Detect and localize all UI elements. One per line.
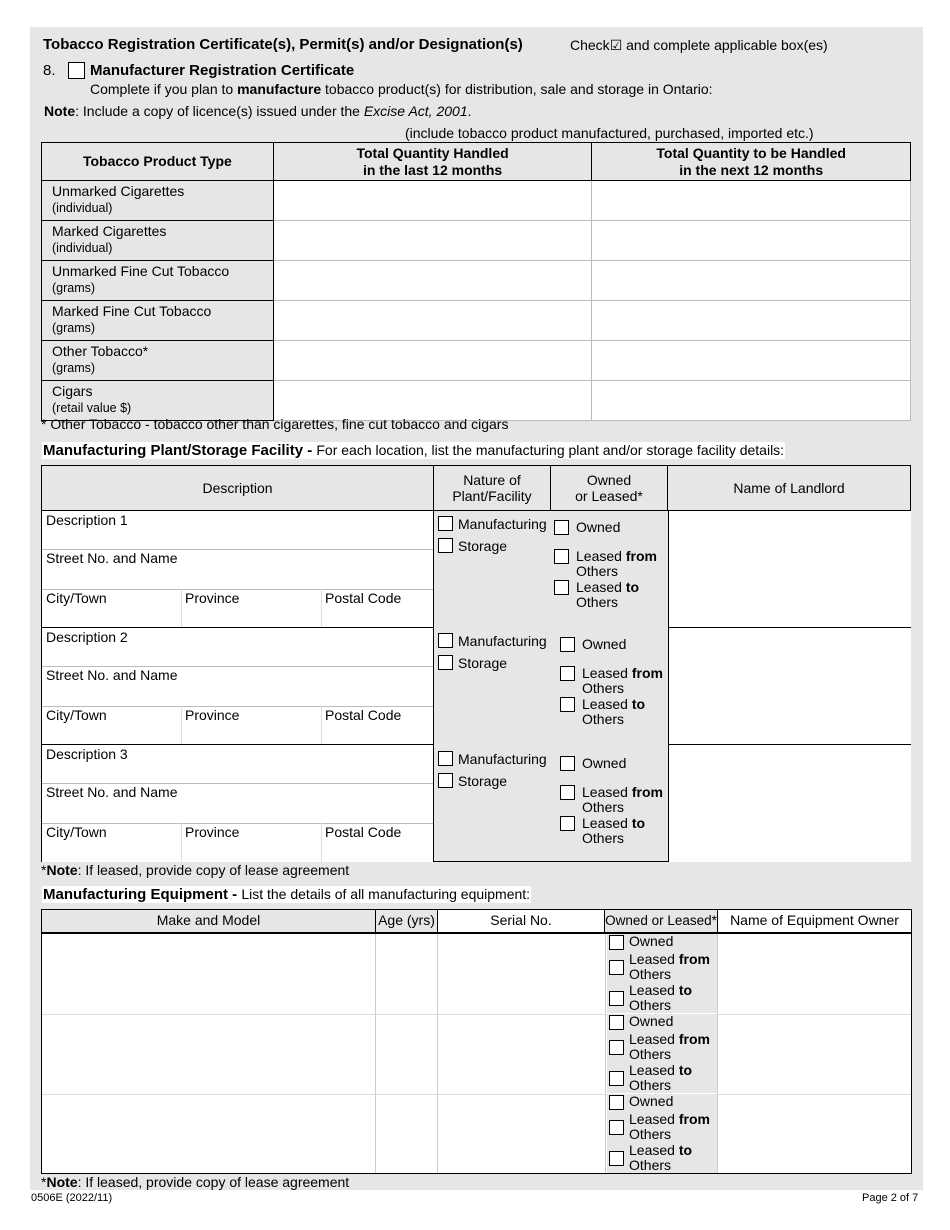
leased-label: Leased: [629, 982, 679, 998]
section-description-start: Complete if you plan to: [90, 81, 238, 97]
leased-label: Leased: [582, 696, 632, 712]
leased-label: Leased: [629, 1142, 679, 1158]
from-label: from: [625, 548, 657, 564]
product-unit: (retail value $): [52, 401, 132, 415]
product-name: Other Tobacco*: [52, 343, 149, 359]
description-field[interactable]: Description 3: [46, 746, 128, 762]
province-field[interactable]: Province: [185, 707, 240, 723]
equipment-title-rest: List the details of all manufacturing equipment:: [241, 886, 531, 902]
table-row: [42, 341, 911, 381]
col-age: Age (yrs): [376, 910, 438, 932]
landlord-input[interactable]: [668, 511, 911, 628]
quantity-last-input[interactable]: [273, 181, 592, 221]
equipment-ownership-3: [607, 1094, 717, 1173]
col-next-12-months: [592, 143, 911, 181]
form-number: 0506E (2022/11): [31, 1192, 113, 1204]
location-2: [42, 628, 433, 745]
others-label: Others: [629, 997, 672, 1013]
manufacturing-checkbox[interactable]: [438, 751, 453, 766]
storage-label: Storage: [458, 655, 508, 671]
product-name: Marked Fine Cut Tobacco: [52, 303, 212, 319]
equipment-table: [41, 909, 912, 1174]
note-text: : Include a copy of licence(s) issued under the: [75, 103, 364, 119]
location-1: [42, 511, 433, 628]
check-instruction-text: Check: [570, 37, 610, 53]
location-3: [42, 745, 433, 862]
storage-checkbox[interactable]: [438, 773, 453, 788]
owned-label: Owned: [582, 755, 627, 771]
note-asterisk: *: [41, 1174, 47, 1190]
equipment-title-bold: Manufacturing Equipment -: [43, 886, 242, 903]
section-title: Manufacturer Registration Certificate: [90, 62, 355, 79]
to-label: to: [631, 815, 646, 831]
nature-1: [434, 514, 551, 558]
note-label: Note: [44, 103, 76, 119]
table-row: [42, 221, 911, 261]
manufacturing-label: Manufacturing: [458, 751, 547, 767]
note-act: Excise Act, 2001: [363, 103, 468, 119]
postal-code-field[interactable]: Postal Code: [325, 824, 402, 840]
product-unit: (individual): [52, 201, 113, 215]
quantity-next-input[interactable]: [592, 261, 911, 301]
manufacturing-checkbox[interactable]: [438, 633, 453, 648]
from-label: from: [631, 784, 663, 800]
others-label: Others: [629, 1126, 672, 1142]
leased-label: Leased: [576, 579, 626, 595]
leased-from-checkbox[interactable]: [609, 1040, 624, 1055]
leased-label: Leased: [582, 784, 632, 800]
col-nature: [434, 466, 551, 510]
include-note: (include tobacco product manufactured, purchased, imported etc.): [405, 125, 814, 141]
city-field[interactable]: City/Town: [46, 590, 107, 606]
owned-checkbox[interactable]: [560, 637, 575, 652]
section-description: [90, 81, 713, 97]
col-description: Description: [42, 466, 434, 510]
check-instruction-rest: and complete applicable box(es): [622, 37, 828, 53]
note-end: .: [467, 103, 472, 119]
quantity-next-input[interactable]: [592, 301, 911, 341]
plant-title-rest: For each location, list the manufacturing plant and/or storage facility details:: [316, 442, 785, 458]
owned-label: Owned: [629, 1093, 674, 1109]
col-equipment-owner: Name of Equipment Owner: [718, 910, 911, 932]
others-label: Others: [582, 799, 625, 815]
col-next-line1: Total Quantity to be Handled: [656, 144, 846, 161]
others-label: Others: [582, 830, 625, 846]
other-tobacco-footnote: * Other Tobacco - tobacco other than cigarettes, fine cut tobacco and cigars: [41, 416, 509, 432]
tobacco-product-table: [41, 142, 911, 421]
owned-checkbox[interactable]: [609, 935, 624, 950]
check-instruction: [570, 37, 828, 54]
leased-label: Leased: [629, 1111, 679, 1127]
others-label: Others: [576, 563, 619, 579]
product-type-cell: [42, 381, 274, 421]
product-unit: (individual): [52, 241, 113, 255]
leased-label: Leased: [629, 1062, 679, 1078]
equipment-lease-note: [41, 1174, 349, 1190]
product-type-cell: [42, 221, 274, 261]
page-number: Page 2 of 7: [862, 1192, 919, 1204]
quantity-last-input[interactable]: [273, 301, 592, 341]
quantity-next-input[interactable]: [592, 341, 911, 381]
table-row: [42, 181, 911, 221]
others-label: Others: [629, 1046, 672, 1062]
leased-label: Leased: [582, 665, 632, 681]
col-nature-line2: Plant/Facility: [452, 488, 532, 504]
equipment-section-title: [42, 886, 531, 903]
col-make-model: Make and Model: [42, 910, 376, 932]
postal-code-field[interactable]: Postal Code: [325, 590, 402, 606]
street-field[interactable]: Street No. and Name: [46, 784, 178, 800]
col-next-line2: in the next 12 months: [679, 161, 824, 178]
leased-label: Leased: [582, 815, 632, 831]
col-owned-leased: Owned or Leased*: [605, 910, 718, 932]
province-field[interactable]: Province: [185, 590, 240, 606]
product-name: Cigars: [52, 383, 93, 399]
quantity-last-input[interactable]: [273, 261, 592, 301]
to-label: to: [678, 1062, 693, 1078]
col-last-line2: in the last 12 months: [362, 161, 503, 178]
leased-from-checkbox[interactable]: [609, 960, 624, 975]
note-text: : If leased, provide copy of lease agreement: [77, 1174, 350, 1190]
col-last-12-months: [273, 143, 592, 181]
leased-from-checkbox[interactable]: [554, 549, 569, 564]
leased-label: Leased: [629, 951, 679, 967]
city-field[interactable]: City/Town: [46, 824, 107, 840]
storage-label: Storage: [458, 773, 508, 789]
product-type-cell: [42, 181, 274, 221]
city-field[interactable]: City/Town: [46, 707, 107, 723]
product-unit: (grams): [52, 321, 96, 335]
others-label: Others: [582, 711, 625, 727]
ownership-3: [560, 756, 677, 846]
quantity-next-input[interactable]: [592, 381, 911, 421]
leased-to-checkbox[interactable]: [560, 816, 575, 831]
description-field[interactable]: Description 2: [46, 629, 128, 645]
note-text: : If leased, provide copy of lease agreement: [77, 862, 350, 878]
product-name: Unmarked Fine Cut Tobacco: [52, 263, 230, 279]
note-label: Note: [46, 862, 78, 878]
ownership-1: [554, 520, 671, 610]
quantity-next-input[interactable]: [592, 181, 911, 221]
col-last-line1: Total Quantity Handled: [356, 144, 509, 161]
equipment-ownership-2: [607, 1014, 717, 1093]
others-label: Others: [576, 594, 619, 610]
to-label: to: [625, 579, 640, 595]
col-owned-leased: [551, 466, 668, 510]
others-label: Others: [629, 1157, 672, 1173]
licence-note: [44, 103, 472, 119]
note-label: Note: [46, 1174, 78, 1190]
postal-code-field[interactable]: Postal Code: [325, 707, 402, 723]
owned-label: Owned: [576, 519, 621, 535]
leased-to-checkbox[interactable]: [609, 1071, 624, 1086]
owned-checkbox[interactable]: [609, 1095, 624, 1110]
others-label: Others: [629, 1077, 672, 1093]
from-label: from: [678, 1031, 710, 1047]
from-label: from: [678, 951, 710, 967]
col-owned-line1: Owned: [586, 472, 632, 488]
col-landlord: Name of Landlord: [668, 466, 910, 510]
manufacturer-certificate-checkbox[interactable]: [68, 62, 85, 79]
from-label: from: [678, 1111, 710, 1127]
product-type-cell: [42, 341, 274, 381]
leased-from-checkbox[interactable]: [560, 785, 575, 800]
product-type-cell: [42, 261, 274, 301]
to-label: to: [678, 982, 693, 998]
quantity-last-input[interactable]: [273, 341, 592, 381]
product-unit: (grams): [52, 361, 96, 375]
owned-checkbox[interactable]: [609, 1015, 624, 1030]
product-type-cell: [42, 301, 274, 341]
form-section-title: Tobacco Registration Certificate(s), Permit(s) and/or Designation(s): [43, 36, 523, 53]
storage-checkbox[interactable]: [438, 538, 453, 553]
col-nature-line1: Nature of: [463, 472, 521, 488]
product-name: Unmarked Cigarettes: [52, 183, 185, 199]
manufacturing-label: Manufacturing: [458, 633, 547, 649]
section-description-end: tobacco product(s) for distribution, sale and storage in Ontario:: [321, 81, 713, 97]
nature-3: [434, 749, 551, 793]
ownership-2: [560, 637, 677, 727]
to-label: to: [678, 1142, 693, 1158]
checkbox-glyph-icon: ☑: [609, 37, 623, 53]
province-field[interactable]: Province: [185, 824, 240, 840]
equipment-ownership-1: [607, 934, 717, 1013]
leased-label: Leased: [576, 548, 626, 564]
manufacturing-label: Manufacturing: [458, 516, 547, 532]
landlord-input[interactable]: [668, 745, 911, 862]
storage-checkbox[interactable]: [438, 655, 453, 670]
section-description-bold: manufacture: [237, 81, 322, 97]
table-row: [42, 261, 911, 301]
description-field[interactable]: Description 1: [46, 512, 128, 528]
owned-checkbox[interactable]: [554, 520, 569, 535]
others-label: Others: [629, 966, 672, 982]
plant-title-bold: Manufacturing Plant/Storage Facility -: [43, 442, 317, 459]
street-field[interactable]: Street No. and Name: [46, 667, 178, 683]
owned-label: Owned: [582, 636, 627, 652]
note-asterisk: *: [41, 862, 47, 878]
street-field[interactable]: Street No. and Name: [46, 550, 178, 566]
col-owned-line2: or Leased*: [575, 488, 643, 504]
lease-note: [41, 862, 349, 878]
nature-2: [434, 631, 551, 675]
leased-to-checkbox[interactable]: [609, 1151, 624, 1166]
col-product-type: Tobacco Product Type: [42, 143, 274, 181]
owned-label: Owned: [629, 1013, 674, 1029]
table-row: [42, 301, 911, 341]
leased-to-checkbox[interactable]: [554, 580, 569, 595]
from-label: from: [631, 665, 663, 681]
quantity-next-input[interactable]: [592, 221, 911, 261]
manufacturing-checkbox[interactable]: [438, 516, 453, 531]
storage-label: Storage: [458, 538, 508, 554]
section-number: 8.: [43, 62, 56, 79]
others-label: Others: [582, 680, 625, 696]
product-unit: (grams): [52, 281, 96, 295]
col-serial: Serial No.: [438, 910, 605, 932]
quantity-last-input[interactable]: [273, 221, 592, 261]
product-name: Marked Cigarettes: [52, 223, 167, 239]
leased-from-checkbox[interactable]: [609, 1120, 624, 1135]
owned-checkbox[interactable]: [560, 756, 575, 771]
to-label: to: [631, 696, 646, 712]
plant-facility-table: [41, 465, 911, 862]
leased-from-checkbox[interactable]: [560, 666, 575, 681]
leased-to-checkbox[interactable]: [609, 991, 624, 1006]
leased-label: Leased: [629, 1031, 679, 1047]
plant-section-title: [42, 442, 785, 459]
leased-to-checkbox[interactable]: [560, 697, 575, 712]
quantity-last-input[interactable]: [273, 381, 592, 421]
table-row: [42, 381, 911, 421]
landlord-input[interactable]: [668, 628, 911, 745]
owned-label: Owned: [629, 933, 674, 949]
